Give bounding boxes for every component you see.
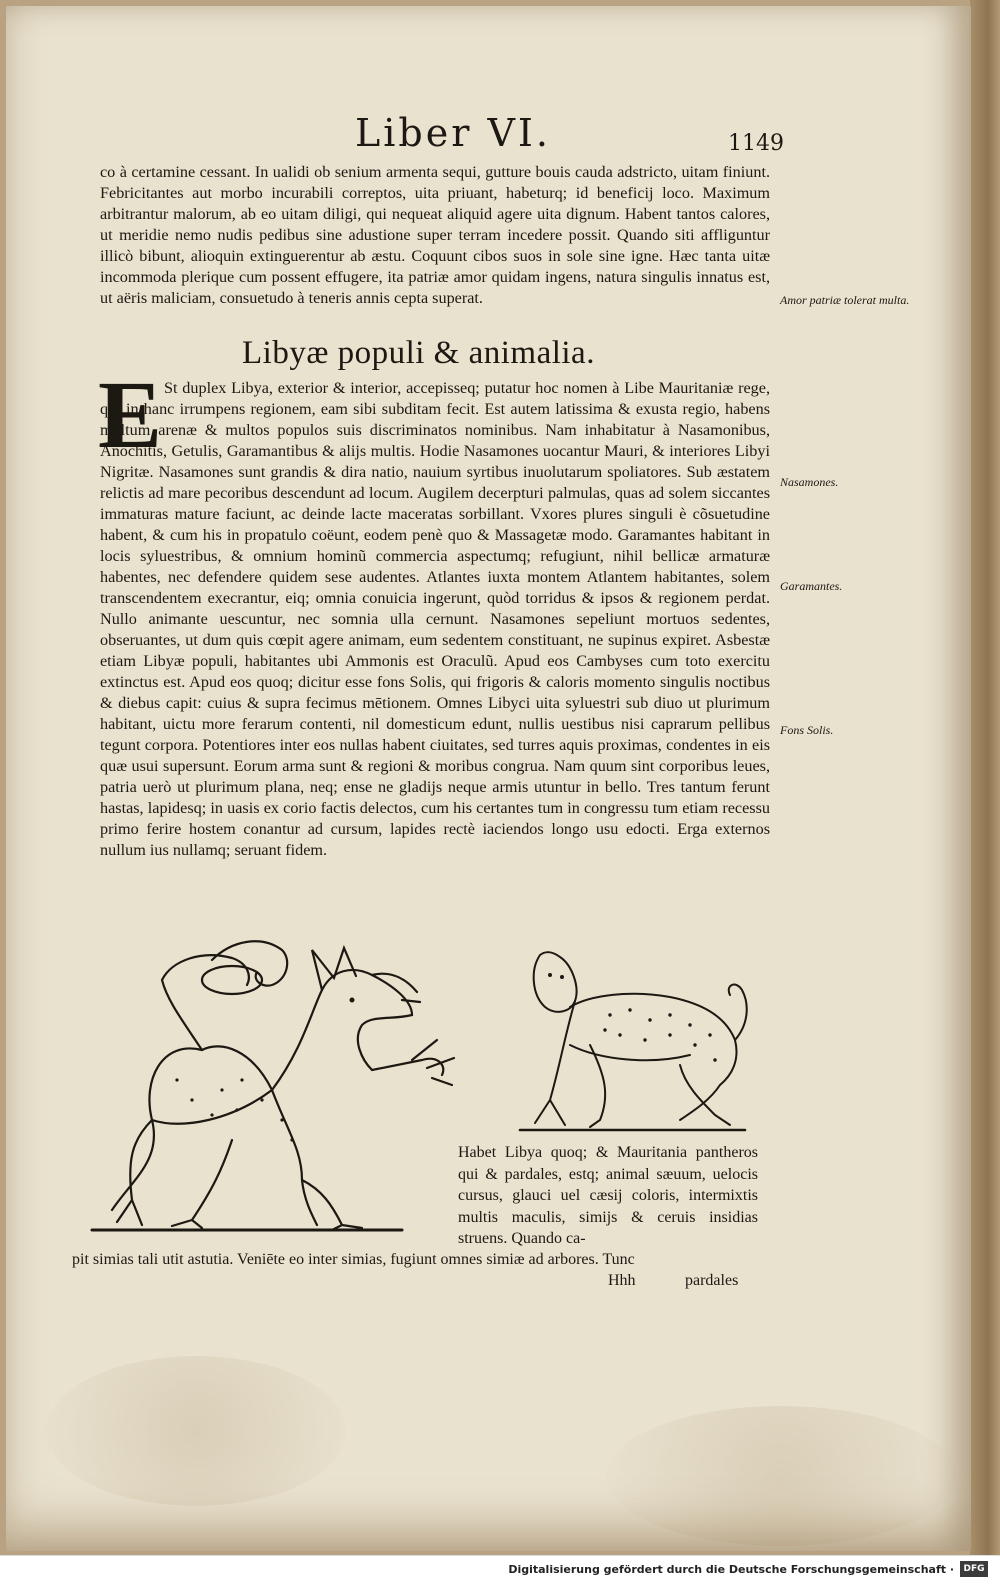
final-text-line: pit simias tali utit astutia. Veniēte eo inter simias, fugiunt omnes simiæ ad arbores. Tunc bbox=[72, 1251, 635, 1268]
drop-capital: E bbox=[98, 361, 163, 468]
margin-note-amor: Amor patriæ tolerat multa. bbox=[780, 293, 910, 307]
paragraph-1: co à certamine cessant. In ualidi ob senium armenta sequi, gutture bouis cauda adstricto, uitam finiunt. Febricitantes aut morbo incurabili correptos, uita priuant, habeturq; id beneficij loco. Maximum arbitrantur malorum, ab eo uitam diligi, qui nequeat aliquid agere uita dignum. Habent tantos calores, ut meridie nemo nudis pedibus sine adustione super terram incedere possit. Quando siti affliguntur illicò bibunt, alioquin extinguerentur ab æstu. Coquunt cibos suos in sole sine igne. Hæc tanta uitæ incommoda plerique cum possent effugere, ita patriæ amor quidam ingens, natura singulis innatus est, ut aëris maliciam, consuetudo à teneris annis cepta superat. bbox=[100, 163, 770, 307]
page-stain bbox=[606, 1406, 956, 1546]
catchword: pardales bbox=[685, 1272, 739, 1289]
footer-credit: Digitalisierung gefördert durch die Deutsche Forschungsgemeinschaft · bbox=[508, 1563, 954, 1576]
panther-woodcut bbox=[510, 935, 755, 1140]
dfg-logo: DFG bbox=[960, 1561, 988, 1577]
page-header bbox=[0, 105, 1000, 155]
margin-note-garamantes: Garamantes. bbox=[780, 579, 843, 593]
margin-note-nasamones: Nasamones. bbox=[780, 475, 839, 489]
paragraph-2: St duplex Libya, exterior & interior, accepisseq; putatur hoc nomen à Libe Mauritaniæ rege, qui in hanc irrumpens regionem, eam sibi subditam fecit. Est autem latissima & exusta regio, habens multum arenæ & multos populos suis discriminatos nominibus. Nam inhabitatur à Nasamonibus, Anochitis, Getulis, Garamantibus & alijs multis. Hodie Nasamones uocantur Mauri, & interiores Libyi Nigritæ. Nasamones sunt grandis & dira natio, nauium syrtibus inuolutarum spoliatores. Sub æstatem relictis ad mare pecoribus descendunt ad locum. Augilem decerpturi palmulas, quas ad solem siccantes immaturas mature faciunt, ac deinde lacte maceratas sorbillant. Vxores plures singuli è cõsuetudine habent, & cum his in propatulo coëunt, eodem penè quo & Massagetæ modo. Garamantes habitant in locis syluestribus, & omnium hominũ commercia aspectumq; refugiunt, nihil bellicæ armaturæ habentes, nec defendere quidem sese audentes. Atlantes iuxta montem Atlantem habitantes, solem transcendentem execrantur, eiq; omnia conuicia ingerunt, quòd torridus & ipsos & regionem perdat. Nullo animante uescuntur, nec somnia ulla cernunt. Nasamones sepeliunt mortuos sedentes, obseruantes, ut dum quis cœpit agere animam, eum sedentem constituant, ne supinus expiret. Asbestæ etiam Libyæ populi, habitantes ubi Ammonis est Oraculũ. Apud eos Cambyses cum toto exercitu extinctus est. Apud eos quoq; dicitur esse fons Solis, qui frigoris & caloris momento singulis noctibus & diebus capit: cuius & supra fecimus mētionem. Omnes Libyci uita syluestri sub diuo ut plurimum habitant, uictu more ferarum contenti, nil domesticum edunt, nullis uestibus nisi caprarum pellibus tegunt corpora. Potentiores inter eos nullas habent ciuitates, sed turres aquis proximas, condentes in eis quæ usui supersunt. Eorum arma sunt & regioni & moribus congrua. Nam quum sint corporibus leues, patria uerò ut plurimum plana, neq; ense ne gladijs neque armis utuntur in bello. Tres tantum ferunt hastas, lapidesq; in uasis ex corio factis delectos, cum his certantes tum in congressu tum etiam recessu primo ferire hostem conantur ad cursum, lapides rectè iaciendos longo usu edocti. Erga externos nullum ius nullamq; seruant fidem. bbox=[100, 379, 770, 859]
book-edge bbox=[970, 0, 1000, 1555]
margin-note-fons-solis: Fons Solis. bbox=[780, 723, 834, 737]
page-number: 1149 bbox=[728, 131, 784, 156]
section-title: Libyæ populi & animalia. bbox=[242, 335, 595, 371]
woodcut-caption: Habet Libya quoq; & Mauritania pantheros qui & pardales, estq; animal sæuum, uelocis cursus, glauci uel cæsij coloris, intermixtis multis maculis, simijs & ceruis insidias struens. Quando ca- bbox=[458, 1144, 758, 1247]
page-stain bbox=[46, 1356, 346, 1506]
signature-mark: Hhh bbox=[608, 1272, 636, 1289]
running-title: Liber VI. bbox=[355, 111, 551, 155]
dragon-woodcut bbox=[72, 930, 462, 1240]
footer-bar bbox=[0, 1555, 1000, 1584]
